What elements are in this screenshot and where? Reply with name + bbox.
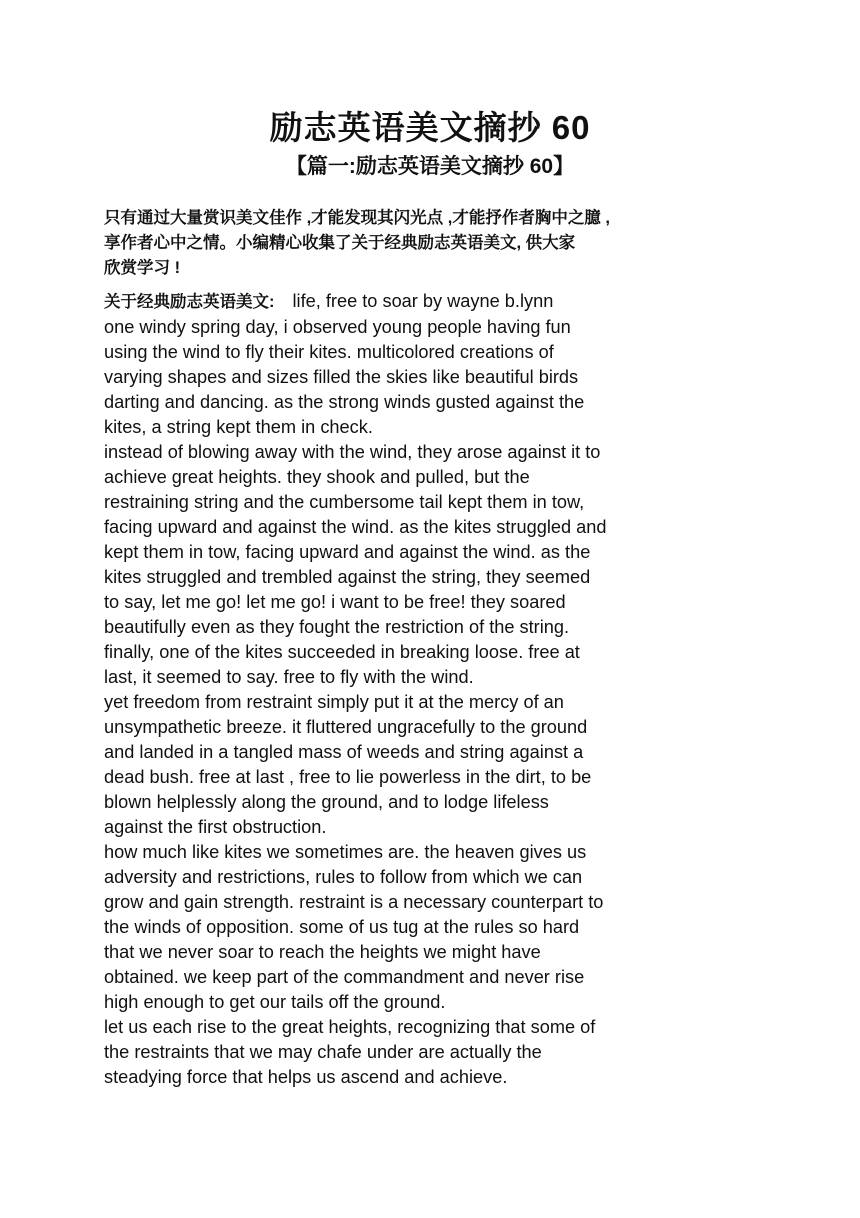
article-line: that we never soar to reach the heights we might have xyxy=(104,942,541,962)
article-line: last, it seemed to say. free to fly with the wind. xyxy=(104,667,474,687)
article-line: unsympathetic breeze. it fluttered ungracefully to the ground xyxy=(104,717,588,737)
article-lead: 关于经典励志英语美文: xyxy=(104,293,275,311)
article-line: against the first obstruction. xyxy=(104,817,327,837)
intro-paragraph xyxy=(104,206,764,281)
page-title: 励志英语美文摘抄 60 xyxy=(269,109,591,146)
article-line: achieve great heights. they shook and pulled, but the xyxy=(104,467,530,487)
article-line: adversity and restrictions, rules to follow from which we can xyxy=(104,867,583,887)
article-line: obtained. we keep part of the commandment and never rise xyxy=(104,967,585,987)
article-line: blown helplessly along the ground, and to lodge lifeless xyxy=(104,792,549,812)
article-line: darting and dancing. as the strong winds gusted against the xyxy=(104,392,585,412)
article-line: life, free to soar by wayne b.lynn xyxy=(292,291,554,311)
article-line: using the wind to fly their kites. multicolored creations of xyxy=(104,342,554,362)
intro-line: 只有通过大量赏识美文佳作 ,才能发现其闪光点 ,才能抒作者胸中之臆 , xyxy=(104,209,611,227)
article-line: the winds of opposition. some of us tug at the rules so hard xyxy=(104,917,580,937)
article-line: steadying force that helps us ascend and achieve. xyxy=(104,1067,508,1087)
article-line: to say, let me go! let me go! i want to be free! they soared xyxy=(104,592,566,612)
article-line: kept them in tow, facing upward and against the wind. as the xyxy=(104,542,591,562)
article-line: and landed in a tangled mass of weeds and string against a xyxy=(104,742,584,762)
intro-line: 享作者心中之情。小编精心收集了关于经典励志英语美文, 供大家 xyxy=(104,234,576,252)
article-line: kites, a string kept them in check. xyxy=(104,417,373,437)
article-line: restraining string and the cumbersome tail kept them in tow, xyxy=(104,492,585,512)
section-subtitle: 【篇一:励志英语美文摘抄 60】 xyxy=(285,155,575,178)
article-line: finally, one of the kites succeeded in breaking loose. free at xyxy=(104,642,580,662)
article-line: kites struggled and trembled against the string, they seemed xyxy=(104,567,591,587)
article-line: facing upward and against the wind. as the kites struggled and xyxy=(104,517,607,537)
article-line: high enough to get our tails off the ground. xyxy=(104,992,446,1012)
article-line: beautifully even as they fought the restriction of the string. xyxy=(104,617,570,637)
article-body xyxy=(104,289,744,1090)
article-line: varying shapes and sizes filled the skies like beautiful birds xyxy=(104,367,579,387)
article-line: let us each rise to the great heights, recognizing that some of xyxy=(104,1017,596,1037)
article-line: grow and gain strength. restraint is a necessary counterpart to xyxy=(104,892,604,912)
article-line: how much like kites we sometimes are. the heaven gives us xyxy=(104,842,587,862)
article-line: the restraints that we may chafe under are actually the xyxy=(104,1042,542,1062)
article-first-line xyxy=(104,289,744,315)
article-line: yet freedom from restraint simply put it at the mercy of an xyxy=(104,692,564,712)
intro-line: 欣赏学习 ! xyxy=(104,259,181,277)
article-line: dead bush. free at last , free to lie powerless in the dirt, to be xyxy=(104,767,592,787)
article-line: one windy spring day, i observed young people having fun xyxy=(104,317,571,337)
article-line: instead of blowing away with the wind, they arose against it to xyxy=(104,442,601,462)
